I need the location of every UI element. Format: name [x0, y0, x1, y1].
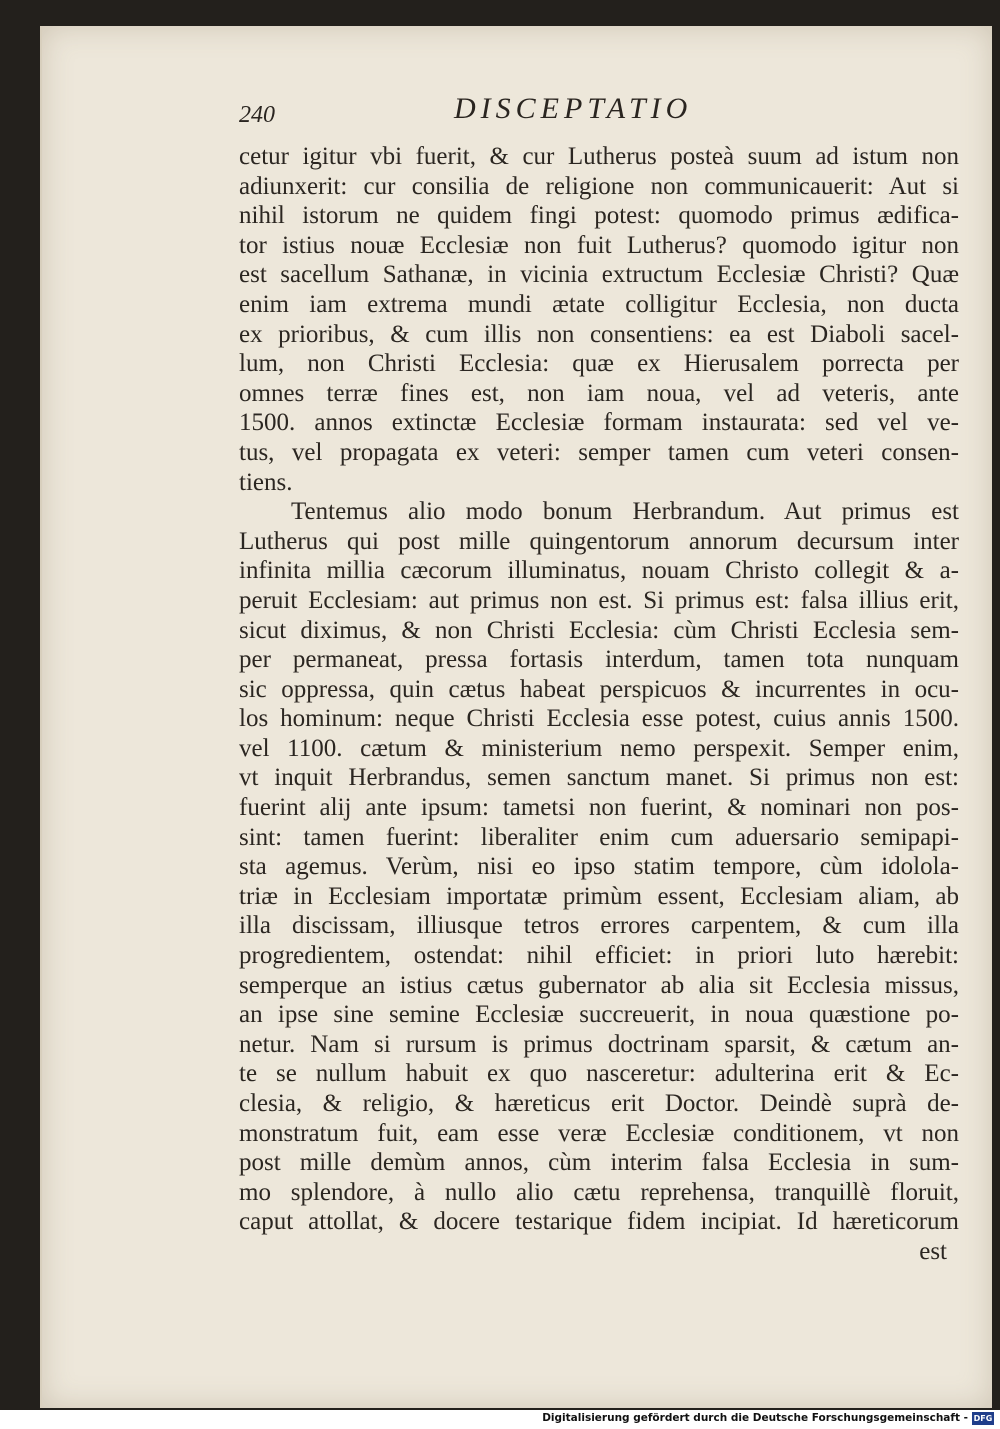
- book-page: [40, 26, 992, 1408]
- text-line: illa discissam, illiusque tetros errores carpentem, & cum illa: [239, 912, 959, 940]
- digitization-footer: [0, 1410, 1000, 1429]
- text-line: tor istius nouæ Ecclesiæ non fuit Lutherus? quomodo igitur non: [239, 231, 959, 259]
- text-line: an ipse sine semine Ecclesiæ succreuerit, in noua quæstione po-: [239, 1001, 959, 1029]
- dfg-logo-icon: DFG: [973, 1414, 993, 1423]
- text-line: te se nullum habuit ex quo nasceretur: adulterina erit & Ec-: [239, 1060, 959, 1088]
- funding-credit: Digitalisierung gefördert durch die Deutsche Forschungsgemeinschaft -: [542, 1412, 968, 1424]
- text-line: est sacellum Sathanæ, in vicinia extructum Ecclesiæ Christi? Quæ: [239, 261, 959, 289]
- catchword: est: [919, 1237, 947, 1265]
- paragraph-start-line: Tentemus alio modo bonum Herbrandum. Aut primus est: [291, 498, 959, 526]
- text-line: adiunxerit: cur consilia de religione non communicauerit: Aut si: [239, 172, 959, 200]
- text-line: caput attollat, & docere testarique fidem incipiat. Id hæreticorum: [239, 1208, 959, 1236]
- text-line: sta agemus. Verùm, nisi eo ipso statim tempore, cùm idolola-: [239, 853, 959, 881]
- text-line: ex prioribus, & cum illis non consentiens: ea est Diaboli sacel-: [239, 320, 959, 348]
- running-title: DISCEPTATIO: [454, 92, 693, 125]
- text-line: post mille demùm annos, cùm interim falsa Ecclesia in sum-: [239, 1149, 959, 1177]
- text-line: netur. Nam si rursum is primus doctrinam sparsit, & cætum an-: [239, 1030, 959, 1058]
- text-line: clesia, & religio, & hæreticus erit Doctor. Deindè suprà de-: [239, 1090, 959, 1117]
- text-line: enim iam extrema mundi ætate colligitur Ecclesia, non ducta: [239, 290, 959, 318]
- text-line: per permaneat, pressa fortasis interdum, tamen tota nunquam: [239, 646, 959, 674]
- text-line: sicut diximus, & non Christi Ecclesia: cùm Christi Ecclesia sem-: [239, 616, 959, 644]
- text-line: vel 1100. cætum & ministerium nemo perspexit. Semper enim,: [239, 734, 959, 762]
- text-line: progredientem, ostendat: nihil efficiet: in priori luto hærebit:: [239, 942, 959, 970]
- text-line: cetur igitur vbi fuerit, & cur Lutherus posteà suum ad istum non: [239, 143, 959, 170]
- running-head: [239, 92, 959, 142]
- text-line: nihil istorum ne quidem fingi potest: quomodo primus ædifica-: [239, 202, 959, 230]
- text-line: infinita millia cæcorum illuminatus, nouam Christo collegit & a-: [239, 557, 959, 585]
- text-line: sint: tamen fuerint: liberaliter enim cum aduersario semipapi-: [239, 823, 959, 851]
- text-line: 1500. annos extinctæ Ecclesiæ formam instaurata: sed vel ve-: [239, 409, 959, 437]
- text-line: omnes terræ fines est, non iam noua, vel ad veteris, ante: [239, 379, 959, 407]
- text-line: semperque an istius cætus gubernator ab alia sit Ecclesia missus,: [239, 971, 959, 999]
- text-line: fuerint alij ante ipsum: tametsi non fuerint, & nominari non pos-: [239, 794, 959, 822]
- text-line: sic oppressa, quin cætus habeat perspicuos & incurrentes in ocu-: [239, 675, 959, 703]
- page-number: 240: [239, 102, 275, 128]
- text-line: triæ in Ecclesiam importatæ primùm essent, Ecclesiam aliam, ab: [239, 882, 959, 910]
- text-line: Lutherus qui post mille quingentorum annorum decursum inter: [239, 527, 959, 555]
- text-line: los hominum: neque Christi Ecclesia esse potest, cuius annis 1500.: [239, 705, 959, 733]
- text-line: tus, vel propagata ex veteri: semper tamen cum veteri consen-: [239, 438, 959, 466]
- text-line: mo splendore, à nullo alio cætu reprehensa, tranquillè floruit,: [239, 1178, 959, 1206]
- text-line: tiens.: [239, 468, 293, 496]
- text-line: vt inquit Herbrandus, semen sanctum manet. Si primus non est:: [239, 764, 959, 792]
- text-line: lum, non Christi Ecclesia: quæ ex Hierusalem porrecta per: [239, 350, 959, 378]
- body-text: [239, 142, 959, 1267]
- page-content: [239, 92, 959, 1267]
- text-line: monstratum fuit, eam esse veræ Ecclesiæ conditionem, vt non: [239, 1119, 959, 1147]
- text-line: peruit Ecclesiam: aut primus non est. Si primus est: falsa illius erit,: [239, 586, 959, 614]
